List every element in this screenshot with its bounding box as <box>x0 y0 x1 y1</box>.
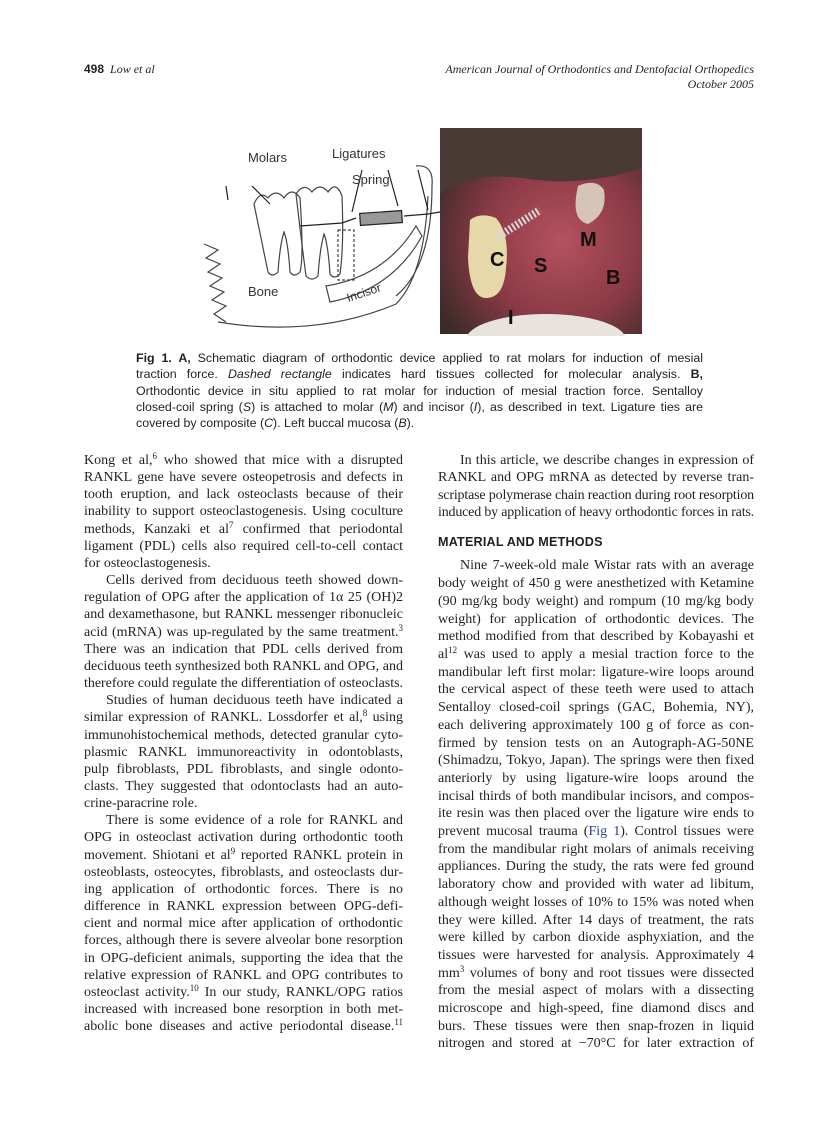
intro-paragraph <box>438 452 754 521</box>
citation-superscript: 12 <box>448 645 458 655</box>
text-run: In our study, RANKL/OPG ratios <box>198 984 403 1000</box>
text-run: in OPG-deficient animals, supporting the idea that the <box>84 950 403 966</box>
methods-paragraph <box>438 557 754 1053</box>
column-right <box>438 452 754 1053</box>
text-run: from the mesial aspect of molars with a dissecting <box>438 983 754 999</box>
text-line <box>84 469 403 486</box>
text-run: ) is attached to molar ( <box>251 399 384 414</box>
text-run: and dexamethasone, but RANKL messenger ribonucleic <box>84 607 403 623</box>
text-run: ). Left buccal mucosa ( <box>273 416 399 431</box>
text-line <box>84 795 403 812</box>
italic-run: M <box>383 399 394 414</box>
italic-run: B <box>398 416 407 431</box>
text-run: ligament (PDL) cells also required cell-to-cell contact <box>84 538 403 554</box>
text-run: There was an indication that PDL cells derived from <box>84 641 403 657</box>
text-run: inability to support osteoclastogenesis. Using coculture <box>84 504 403 520</box>
text-run: pulp fibroblasts, PDL fibroblasts, and single odonto- <box>84 761 403 777</box>
journal-name: American Journal of Orthodontics and Dentofacial Orthopedics <box>445 62 754 76</box>
text-run: anteriorly by using ligature-wire loops around the <box>438 770 754 786</box>
text-run: mm <box>438 965 460 981</box>
text-line <box>84 658 403 675</box>
text-run: Cells derived from deciduous teeth showed down- <box>106 573 403 589</box>
text-run: clasts. They suggested that odontoclasts had an auto- <box>84 778 403 794</box>
text-line <box>84 932 403 949</box>
paragraph <box>84 812 403 1035</box>
text-line <box>84 881 403 898</box>
text-run: microscope and high-speed, fine diamond discs and <box>438 1001 754 1017</box>
text-line <box>84 950 403 967</box>
label-i: I <box>508 307 514 329</box>
text-run: ite resin was then placed over the ligature wire ends to <box>438 806 754 822</box>
text-line <box>84 744 403 761</box>
text-line <box>84 589 403 606</box>
text-run: (Shimadzu, Tokyo, Japan). The springs were then fixed <box>438 753 754 769</box>
text-run: reported RANKL protein in <box>235 847 403 863</box>
text-line <box>84 606 403 623</box>
label-s: S <box>534 255 548 277</box>
text-run: ) and incisor ( <box>393 399 474 414</box>
text-run: mandibular left first molar: ligature-wire loops around <box>438 664 754 680</box>
text-line <box>438 982 754 1000</box>
citation-superscript: 9 <box>230 845 236 856</box>
text-run: deciduous teeth synthesized both RANKL and OPG, and <box>84 658 403 674</box>
text-run: ing application of orthodontic forces. There is no <box>84 881 403 897</box>
text-line <box>438 805 754 823</box>
text-run: Schematic diagram of orthodontic device applied to rat molars for induction of mesial <box>190 351 704 365</box>
text-run: Nine 7-week-old male Wistar rats with an average <box>460 558 754 574</box>
text-line <box>438 894 754 912</box>
label-incisor: Incisor <box>344 280 383 305</box>
text-line <box>438 858 754 876</box>
label-molars: Molars <box>248 150 288 165</box>
text-run: nitrogen and stored at −70°C for later extraction of <box>438 1036 754 1052</box>
text-run: RANKL and OPG mRNA as detected by reverse tran- <box>438 470 754 486</box>
text-run: covered by composite ( <box>136 416 265 431</box>
text-line <box>438 1000 754 1018</box>
italic-run: C <box>264 416 274 431</box>
text-line <box>438 823 754 841</box>
text-line <box>438 487 754 504</box>
paragraph <box>84 572 403 692</box>
label-m: M <box>580 229 597 251</box>
text-run: using <box>367 710 403 726</box>
paragraph <box>84 452 403 572</box>
text-run: for osteoclastogenesis. <box>84 555 211 571</box>
text-run: therefore could regulate the differentiation of osteoclasts. <box>84 676 403 692</box>
text-line <box>84 984 403 1001</box>
label-ligatures: Ligatures <box>332 146 386 161</box>
panel-a-schematic <box>196 126 449 336</box>
text-line <box>438 469 754 486</box>
text-run: Kong et al, <box>84 453 153 468</box>
figure-1 <box>196 126 644 336</box>
text-line <box>84 778 403 795</box>
text-line <box>438 770 754 788</box>
text-line <box>84 555 403 572</box>
text-run: acid (mRNA) was up-regulated by the same treatment. <box>84 624 399 640</box>
text-line <box>438 929 754 947</box>
running-header-left <box>84 62 155 77</box>
text-line <box>84 967 403 984</box>
text-line <box>438 452 754 469</box>
figure-link[interactable]: Fig 1 <box>588 824 621 840</box>
italic-run: S <box>242 399 252 414</box>
text-line <box>84 538 403 555</box>
text-line <box>438 912 754 930</box>
text-run: regulation of OPG after the application of 1α 25 (OH)2 <box>84 590 403 606</box>
text-run: tooth eruption, and lack osteoclasts because of their <box>84 487 403 503</box>
text-line <box>84 624 403 641</box>
text-line <box>84 727 403 744</box>
text-line <box>438 593 754 611</box>
text-run: were killed by carbon dioxide asphyxiation, and the <box>438 930 754 946</box>
authors: Low et al <box>110 62 155 76</box>
text-run: osteoclast activity. <box>84 984 190 1000</box>
text-run: the cervical aspect of these teeth were used to attach <box>438 682 754 698</box>
citation-superscript: 11 <box>394 1017 403 1028</box>
text-run: weight) for application of orthodontic devices. The <box>438 611 754 627</box>
text-run: volumes of bony and root tissues were dissected <box>464 965 754 981</box>
text-line <box>84 915 403 932</box>
text-run: cient and normal mice after application of orthodontic <box>84 916 403 932</box>
page-number: 498 <box>84 62 105 76</box>
citation-superscript: 7 <box>229 519 234 530</box>
issue-date: October 2005 <box>687 77 754 91</box>
text-run: relative expression of RANKL and OPG contributes to <box>84 967 403 983</box>
text-line <box>84 761 403 778</box>
text-line <box>438 965 754 983</box>
text-line <box>438 876 754 894</box>
text-line <box>84 847 403 864</box>
label-c: C <box>490 249 505 271</box>
text-run: induced by application of heavy orthodontic forces in rats. <box>438 504 754 520</box>
section-heading: MATERIAL AND METHODS <box>438 535 603 550</box>
text-line <box>84 503 403 520</box>
text-line <box>84 452 403 469</box>
text-line <box>136 399 703 415</box>
label-b: B <box>606 267 621 289</box>
text-run: although weight losses of 10% to 15% was noted when <box>438 894 754 910</box>
text-line <box>136 366 703 382</box>
text-line <box>438 947 754 965</box>
label-bone: Bone <box>248 284 279 299</box>
citation-superscript: 6 <box>152 451 157 461</box>
text-run: Sentalloy closed-coil springs (GAC, Bohemia, NY), <box>438 700 754 716</box>
text-run: methods, Kanzaki et al <box>84 521 229 537</box>
text-line <box>84 675 403 692</box>
citation-superscript: 10 <box>189 982 199 993</box>
text-run: crine-paracrine role. <box>84 796 198 812</box>
text-run: abolic bone diseases and active periodontal disease. <box>84 1019 395 1035</box>
text-line <box>84 898 403 915</box>
text-run: closed-coil spring ( <box>136 399 243 414</box>
text-line <box>84 486 403 503</box>
text-run: In this article, we describe changes in expression of <box>460 453 754 468</box>
text-run: confirmed that periodontal <box>233 521 403 537</box>
bold-run: Fig 1. A, <box>136 351 191 365</box>
text-run: prevent mucosal trauma ( <box>438 824 589 840</box>
text-run: method modified from that described by Kobayashi et <box>438 629 754 645</box>
text-line <box>136 383 703 399</box>
label-spring: Spring <box>352 172 390 187</box>
text-run: tissues were harvested for analysis. Approximately 4 <box>438 947 754 963</box>
text-line <box>84 1001 403 1018</box>
text-run: Orthodontic device in situ applied to rat molar for induction of mesial traction force. Sentalloy <box>136 383 703 398</box>
text-run: immunohistochemical methods, detected granular cyto- <box>84 727 403 743</box>
text-run: who showed that mice with a disrupted <box>156 453 403 468</box>
text-run: forces, although there is severe alveolar bone resorption <box>84 933 403 949</box>
text-run: body weight of 450 g were anesthetized with Ketamine <box>438 576 754 592</box>
text-run: was used to apply a mesial traction force to the <box>457 647 754 662</box>
text-line <box>136 415 703 431</box>
text-line <box>84 864 403 881</box>
text-line <box>438 841 754 859</box>
text-run: firmed by tension tests on an Autograph-AG-50NE <box>438 735 754 751</box>
text-run: Studies of human deciduous teeth have indicated a <box>106 693 403 709</box>
text-run: osteoblasts, osteocytes, fibroblasts, and osteoclasts dur- <box>84 864 403 880</box>
text-line <box>438 575 754 593</box>
text-line <box>84 709 403 726</box>
text-run: (90 mg/kg body weight) and rompum (10 mg/kg body <box>438 593 754 609</box>
column-left <box>84 452 403 1035</box>
text-line <box>438 788 754 806</box>
text-run: indicates hard tissues collected for molecular analysis. <box>331 367 691 382</box>
text-line <box>438 611 754 629</box>
text-run: movement. Shiotani et al <box>84 847 231 863</box>
text-run: plasmic RANKL immunoreactivity in odontoblasts, <box>84 744 403 760</box>
text-run: increased with increased bone resorption in both met- <box>84 1002 403 1017</box>
text-line <box>438 735 754 753</box>
text-line <box>438 752 754 770</box>
citation-superscript: 8 <box>362 708 368 719</box>
text-line <box>84 572 403 589</box>
citation-superscript: 3 <box>459 963 465 974</box>
text-line <box>438 699 754 717</box>
text-run: incisal thirds of both mandibular incisors, and compos- <box>438 788 754 804</box>
text-run: al <box>438 647 449 662</box>
text-run: ). Control tissues were <box>620 824 754 840</box>
text-run: each delivering approximately 100 g of force as con- <box>438 717 754 733</box>
text-run: similar expression of RANKL. Lossdorfer et al, <box>84 710 363 726</box>
text-run: ), as described in text. Ligature ties are <box>477 399 704 414</box>
text-line <box>438 504 754 521</box>
text-run: scriptase polymerase chain reaction during root resorption <box>438 487 754 503</box>
italic-run: I <box>473 399 478 414</box>
text-line <box>438 628 754 646</box>
bold-run: B, <box>690 367 703 382</box>
text-line <box>438 681 754 699</box>
text-run: OPG in osteoclast activation during orthodontic tooth <box>84 830 403 846</box>
panel-b-photo <box>440 128 642 336</box>
figure-1-panels <box>196 126 644 336</box>
text-line <box>84 692 403 709</box>
text-run: burs. These tissues were then snap-frozen in liquid <box>438 1018 754 1034</box>
text-line <box>438 664 754 682</box>
italic-run: Dashed rectangle <box>227 367 332 382</box>
text-line <box>438 1018 754 1036</box>
running-header-right <box>445 62 754 92</box>
text-run: RANKL gene have severe osteopetrosis and defects in <box>84 470 403 486</box>
text-line <box>84 1018 403 1035</box>
paragraph <box>84 692 403 812</box>
text-line <box>84 812 403 829</box>
text-run: appliances. During the study, the rats were fed ground <box>438 859 754 875</box>
text-run: laboratory chow and provided with water ad libitum, <box>438 877 754 893</box>
text-run: from the mandibular right molars of animals receiving <box>438 841 754 857</box>
figure-caption <box>136 350 703 431</box>
text-line <box>136 350 703 366</box>
text-line <box>438 717 754 735</box>
text-line <box>84 521 403 538</box>
text-run: traction force. <box>136 367 228 382</box>
text-run: ). <box>406 416 415 431</box>
text-line <box>84 829 403 846</box>
text-run: There is some evidence of a role for RANKL and <box>106 813 403 829</box>
citation-superscript: 3 <box>398 622 403 633</box>
text-line <box>84 641 403 658</box>
text-run: they were killed. After 14 days of treatment, the rats <box>438 912 754 928</box>
text-run: difference in RANKL expression between OPG-defi- <box>84 899 403 915</box>
text-line <box>438 1035 754 1053</box>
text-line <box>438 557 754 575</box>
text-line <box>438 646 754 664</box>
